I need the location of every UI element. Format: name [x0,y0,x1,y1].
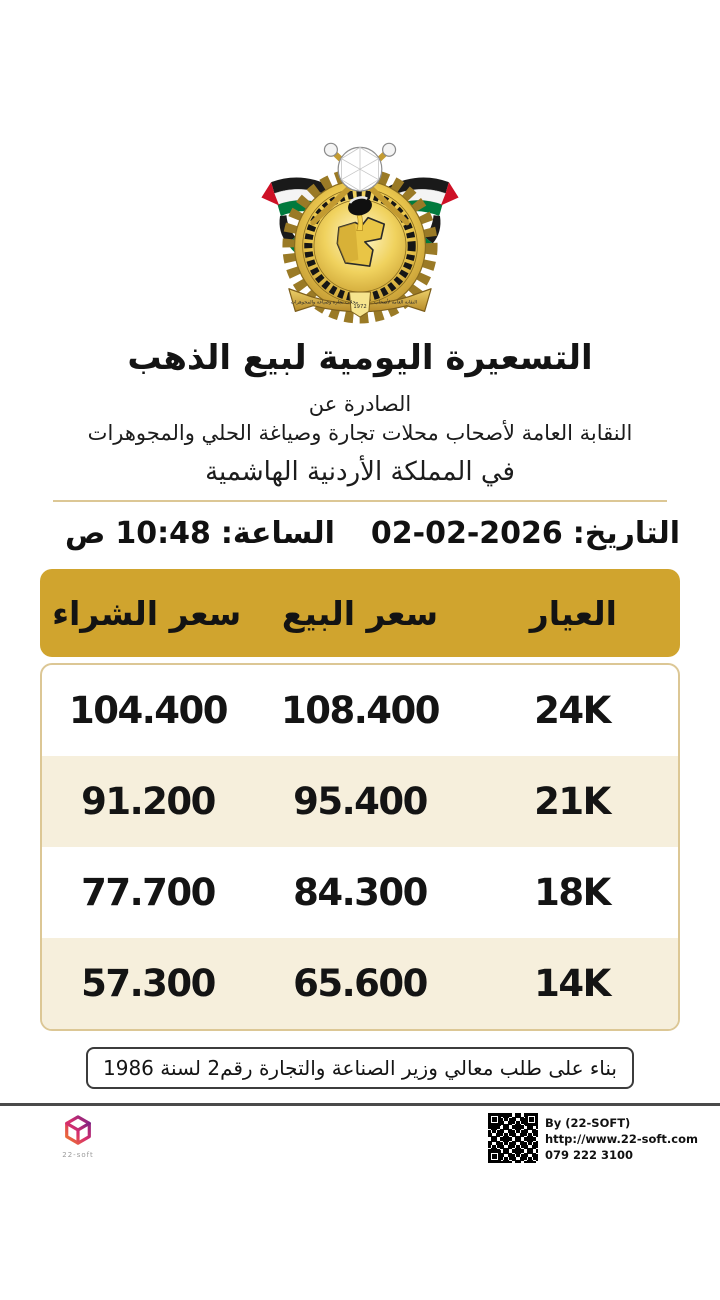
date-value: 02-02-2026 [370,516,563,551]
issued-line-2: النقابة العامة لأصحاب محلات تجارة وصياغة الحلي والمجوهرات [87,421,633,445]
table-row [42,665,678,756]
time-label: الساعة: [220,516,335,551]
table-row [42,756,678,847]
qr-code-icon [488,1113,538,1163]
cube-icon [61,1114,95,1146]
ribbon-year: 1972 [353,304,367,311]
time-suffix: ص [65,516,106,551]
syndicate-emblem [241,132,479,334]
price-table-body [40,663,680,1031]
brand-logo-text: 22-soft [62,1151,94,1159]
issued-line-3: في المملكة الأردنية الهاشمية [205,457,515,487]
sell-price-cell: 95.400 [293,780,427,823]
buy-price-cell: 77.700 [81,871,215,914]
credit-lines [545,1113,698,1163]
credit-url: http://www.22-soft.com [544,1132,698,1146]
credit-by: By (22-SOFT) [544,1116,631,1130]
buy-price-cell: 57.300 [81,962,215,1005]
header-cell-karat: العيار [529,593,617,633]
sell-price-cell: 84.300 [293,871,427,914]
table-row [42,938,678,1029]
ministry-note: بناء على طلب معالي وزير الصناعة والتجارة رقم2 لسنة 1986 [86,1047,634,1089]
price-table-header [40,569,680,657]
sell-price-cell: 108.400 [280,689,440,732]
sell-price-cell: 65.600 [293,962,427,1005]
footer-bar [0,1103,720,1176]
time-group [65,516,335,551]
date-label: التاريخ: [572,516,680,551]
page-title: التسعيرة اليومية لبيع الذهب [127,338,593,378]
karat-cell: 18K [534,871,610,914]
karat-cell: 21K [534,780,610,823]
gold-divider [53,500,667,502]
buy-price-cell: 91.200 [81,780,215,823]
date-group [371,516,680,551]
ribbon-text-right: النقابة العامة لأصحاب [374,300,418,306]
diamond-icon [338,147,382,191]
brand-logo [56,1114,100,1159]
karat-cell: 14K [534,962,610,1005]
ribbon-text-left: محلات تجارة وصياغة والمجوهرات [290,300,359,306]
buy-price-cell: 104.400 [68,689,228,732]
header-cell-buy: سعر الشراء [52,593,242,633]
date-time-row [40,516,680,551]
credit-phone: 079 222 3100 [544,1148,634,1162]
karat-cell: 24K [534,689,610,732]
time-value: 10:48 [115,516,211,551]
issued-line-1: الصادرة عن [308,392,412,416]
credit-block [488,1113,698,1163]
table-row [42,847,678,938]
header-cell-sell: سعر البيع [281,593,439,633]
